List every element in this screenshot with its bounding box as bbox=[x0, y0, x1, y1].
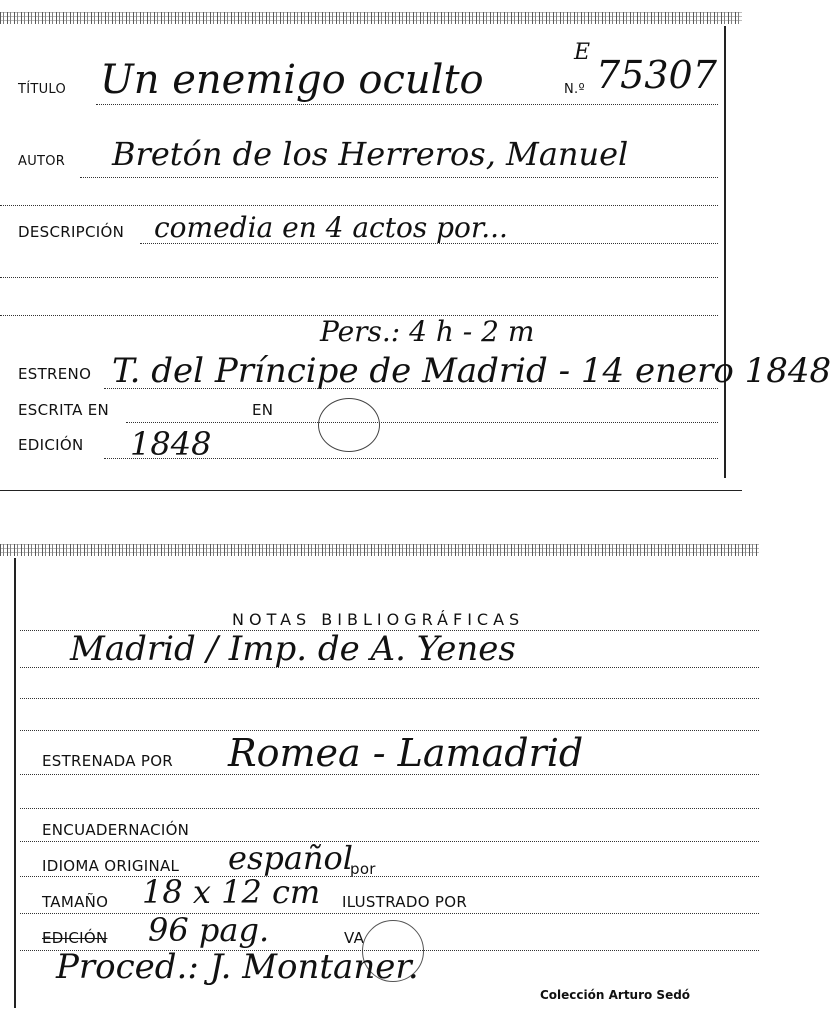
catalog-card-front bbox=[0, 0, 831, 492]
va-label: VA bbox=[344, 929, 365, 947]
descripcion-label: DESCRIPCIÓN bbox=[18, 223, 125, 241]
edicion-struck-label: EDICIÓN bbox=[42, 929, 108, 947]
numero-value: 75307 bbox=[596, 53, 717, 97]
edicion-rule bbox=[104, 458, 718, 459]
stamp-mark bbox=[318, 398, 380, 452]
descripcion-value: comedia en 4 actos por... bbox=[154, 211, 508, 244]
descripcion-rule bbox=[140, 243, 718, 244]
titulo-label: TÍTULO bbox=[18, 82, 67, 97]
notas-rule-1 bbox=[20, 667, 759, 668]
personajes-note: Pers.: 4 h - 2 m bbox=[320, 315, 535, 348]
notas-value: Madrid / Imp. de A. Yenes bbox=[70, 629, 516, 669]
titulo-rule bbox=[96, 104, 718, 105]
card-left-border bbox=[14, 558, 16, 1008]
card-right-border bbox=[724, 26, 726, 478]
estreno-label: ESTRENO bbox=[18, 365, 92, 383]
encuadernacion-rule bbox=[20, 841, 759, 842]
procedencia-value: Proced.: J. Montaner. bbox=[56, 947, 419, 987]
titulo-value: Un enemigo oculto bbox=[100, 57, 484, 103]
estrenada-rule bbox=[20, 774, 759, 775]
edicion-pages-value: 96 pag. bbox=[148, 911, 270, 949]
ilustrado-por-label: ILUSTRADO POR bbox=[342, 893, 468, 911]
tamano-label: TAMAÑO bbox=[42, 893, 109, 911]
autor-value: Bretón de los Herreros, Manuel bbox=[112, 135, 629, 173]
blank-rule-1 bbox=[0, 205, 718, 206]
estreno-rule bbox=[104, 388, 718, 389]
autor-rule bbox=[80, 177, 718, 178]
estreno-value: T. del Príncipe de Madrid - 14 enero 1848 bbox=[112, 351, 831, 391]
numero-label: N.º bbox=[564, 82, 585, 97]
notas-rule-2 bbox=[20, 698, 759, 699]
edicion-value: 1848 bbox=[130, 425, 212, 463]
autor-label: AUTOR bbox=[18, 154, 66, 169]
card-bottom-edge bbox=[0, 544, 759, 556]
en-label: EN bbox=[252, 401, 274, 419]
blank-rule-2 bbox=[0, 277, 718, 278]
card-bottom-border bbox=[0, 490, 742, 491]
estrenada-por-label: ESTRENADA POR bbox=[42, 752, 174, 770]
tamano-value: 18 x 12 cm bbox=[142, 873, 321, 911]
idioma-rule bbox=[20, 876, 759, 877]
idioma-value: español bbox=[228, 839, 354, 877]
catalog-card-back bbox=[0, 540, 759, 1028]
idioma-label: IDIOMA ORIGINAL bbox=[42, 857, 180, 875]
card-top-edge bbox=[0, 12, 742, 24]
escrita-en-label: ESCRITA EN bbox=[18, 401, 110, 419]
numero-prefix: E bbox=[574, 40, 591, 65]
por-label: por bbox=[350, 860, 376, 878]
escrita-rule bbox=[126, 422, 718, 423]
collection-credit: Colección Arturo Sedó bbox=[540, 988, 691, 1002]
edicion-label: EDICIÓN bbox=[18, 436, 84, 454]
tamano-rule bbox=[20, 913, 759, 914]
notas-heading: NOTAS BIBLIOGRÁFICAS bbox=[232, 610, 525, 629]
blank-rule-4 bbox=[20, 808, 759, 809]
encuadernacion-label: ENCUADERNACIÓN bbox=[42, 821, 190, 839]
estrenada-por-value: Romea - Lamadrid bbox=[228, 731, 584, 775]
